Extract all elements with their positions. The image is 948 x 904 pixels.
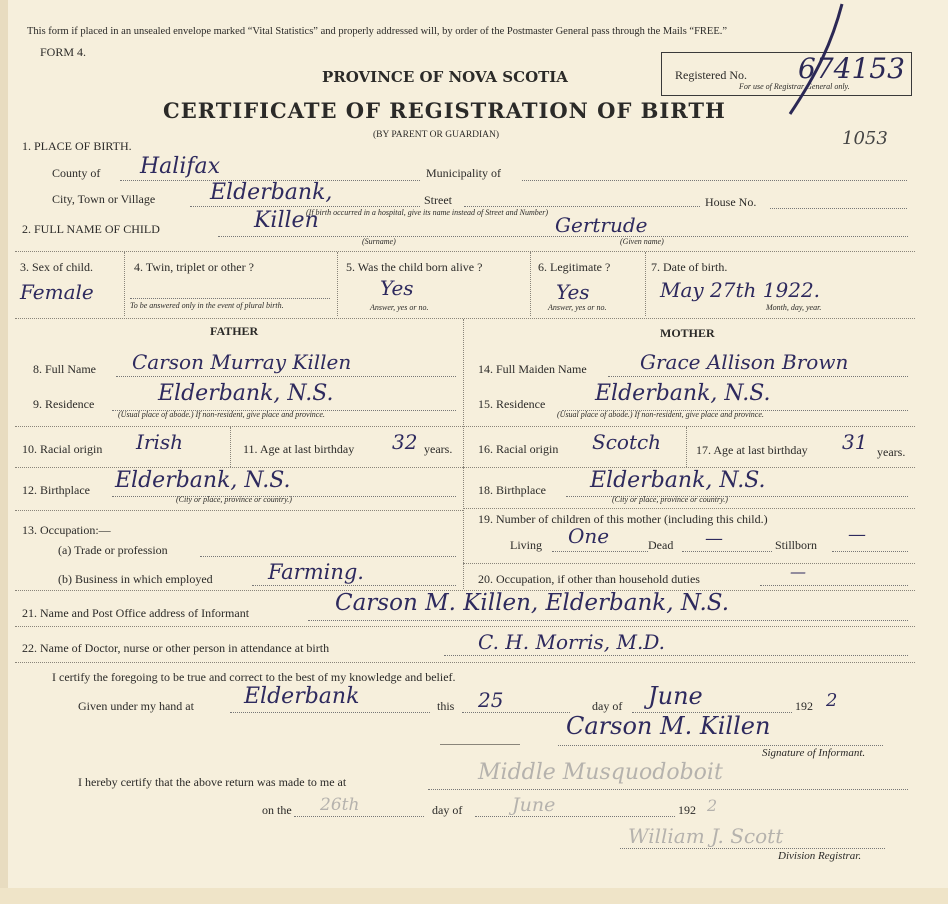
certify-year-digit: 2 — [826, 690, 838, 711]
mother-bp-label: 18. Birthplace — [478, 483, 546, 497]
registrar-month: June — [512, 794, 556, 816]
registration-number: 674153 — [798, 52, 905, 85]
line — [558, 745, 883, 746]
line — [252, 585, 456, 586]
father-bp-note: (City or place, province or country.) — [176, 495, 292, 504]
father-bp-label: 12. Birthplace — [22, 483, 90, 497]
mother-age-label: 17. Age at last birthday — [696, 443, 808, 457]
registrar-day-of: day of — [432, 803, 463, 817]
rule — [15, 318, 915, 319]
occupation-label: 13. Occupation:— — [22, 523, 111, 537]
line — [832, 551, 908, 552]
house-label: House No. — [705, 195, 757, 209]
surname-note: (Surname) — [362, 237, 396, 246]
divider — [530, 252, 531, 316]
stillborn-label: Stillborn — [775, 538, 818, 552]
father-residence: Elderbank, N.S. — [158, 381, 334, 406]
street-label: Street — [424, 193, 452, 207]
this-label: this — [437, 699, 455, 713]
registrar-signature: William J. Scott — [628, 824, 784, 848]
city-label: City, Town or Village — [52, 192, 156, 206]
line — [552, 551, 648, 552]
given-note: (Given name) — [620, 237, 664, 246]
divider — [686, 427, 687, 467]
rule — [463, 426, 915, 427]
father-name: Carson Murray Killen — [132, 350, 352, 374]
county-label: County of — [52, 166, 101, 180]
sex-value: Female — [20, 280, 94, 304]
form-number: FORM 4. — [40, 45, 87, 59]
sex-label: 3. Sex of child. — [20, 260, 93, 274]
certify-year-prefix: 192 — [795, 699, 813, 713]
informant-signature: Carson M. Killen — [566, 712, 771, 740]
child-surname: Killen — [254, 208, 319, 233]
twin-label: 4. Twin, triplet or other ? — [134, 260, 254, 274]
house-line — [770, 208, 907, 209]
children-label: 19. Number of children of this mother (including this child.) — [478, 512, 768, 526]
rule — [15, 510, 463, 511]
mother-res-note: (Usual place of abode.) If non-resident, give place and province. — [557, 410, 764, 419]
rule — [15, 626, 915, 627]
line — [308, 620, 908, 621]
alive-note: Answer, yes or no. — [370, 303, 429, 312]
registration-note: For use of Registrar General only. — [739, 82, 850, 91]
father-age-label: 11. Age at last birthday — [243, 442, 355, 456]
mother-years: years. — [877, 445, 906, 459]
father-race: Irish — [136, 430, 184, 454]
day-of-label: day of — [592, 699, 623, 713]
certify-month: June — [648, 682, 703, 710]
child-given-name: Gertrude — [555, 213, 648, 237]
doctor-value: C. H. Morris, M.D. — [478, 630, 665, 654]
municipality-label: Municipality of — [426, 166, 501, 180]
mother-race: Scotch — [592, 430, 662, 454]
living-value: One — [568, 524, 610, 548]
line — [230, 712, 430, 713]
divider — [337, 252, 338, 316]
trade-label: (a) Trade or profession — [58, 543, 168, 557]
registrar-year-prefix: 192 — [678, 803, 696, 817]
legit-label: 6. Legitimate ? — [538, 260, 611, 274]
date-label: 7. Date of birth. — [651, 260, 728, 274]
divider — [124, 252, 125, 316]
rule — [15, 662, 915, 663]
mother-occ-value: — — [790, 562, 806, 581]
page-title: CERTIFICATE OF REGISTRATION OF BIRTH — [163, 98, 726, 123]
registrar-year-digit: 2 — [707, 796, 718, 815]
mother-heading: MOTHER — [660, 326, 715, 340]
mother-race-label: 16. Racial origin — [478, 442, 559, 456]
certify-text: I certify the foregoing to be true and correct to the best of my knowledge and belief. — [52, 670, 456, 684]
place-heading: 1. PLACE OF BIRTH. — [22, 139, 132, 153]
center-divider — [463, 319, 464, 589]
street-line — [464, 206, 700, 207]
line — [294, 816, 424, 817]
doctor-label: 22. Name of Doctor, nurse or other person in attendance at birth — [22, 641, 330, 655]
rule — [463, 563, 915, 564]
province-heading: PROVINCE OF NOVA SCOTIA — [322, 68, 568, 86]
line — [444, 655, 908, 656]
business-label: (b) Business in which employed — [58, 572, 213, 586]
stillborn-value: — — [848, 524, 866, 545]
mother-res-label: 15. Residence — [478, 397, 546, 411]
city-line — [190, 206, 420, 207]
legit-note: Answer, yes or no. — [548, 303, 607, 312]
dead-label: Dead — [648, 538, 674, 552]
father-years: years. — [424, 442, 453, 456]
mother-name: Grace Allison Brown — [640, 350, 849, 374]
dead-value: — — [705, 528, 723, 549]
rule — [15, 251, 915, 252]
rule — [463, 508, 915, 509]
line — [428, 789, 908, 790]
mother-bp-note: (City or place, province or country.) — [612, 495, 728, 504]
side-number: 1053 — [842, 128, 888, 149]
father-res-label: 9. Residence — [33, 397, 95, 411]
paper-bottom — [0, 888, 948, 904]
mother-birthplace: Elderbank, N.S. — [590, 468, 766, 493]
registrar-day: 26th — [320, 795, 360, 815]
postal-notice: This form if placed in an unsealed envelope marked “Vital Statistics” and properly addressed will, by order of the Postmaster General pass through the Mails “FREE.” — [27, 26, 728, 37]
child-name-label: 2. FULL NAME OF CHILD — [22, 222, 160, 236]
father-birthplace: Elderbank, N.S. — [115, 468, 291, 493]
given-place: Elderbank — [244, 684, 360, 709]
page-subtitle: (BY PARENT OR GUARDIAN) — [373, 130, 500, 140]
living-label: Living — [510, 538, 542, 552]
registration-label: Registered No. — [675, 68, 747, 82]
alive-label: 5. Was the child born alive ? — [346, 260, 483, 274]
legit-value: Yes — [556, 280, 590, 304]
registrar-label: Division Registrar. — [778, 850, 862, 862]
father-race-label: 10. Racial origin — [22, 442, 103, 456]
line — [475, 816, 675, 817]
city-value: Elderbank, — [210, 180, 333, 205]
registrar-text: I hereby certify that the above return was made to me at — [78, 775, 347, 789]
business-value: Farming. — [268, 560, 364, 584]
pen-stroke — [780, 2, 850, 120]
line — [116, 376, 456, 377]
certify-day: 25 — [478, 688, 504, 712]
informant-label: 21. Name and Post Office address of Informant — [22, 606, 250, 620]
signature-label: Signature of Informant. — [762, 747, 866, 759]
twin-line — [130, 298, 330, 299]
short-rule — [440, 744, 520, 745]
line — [462, 712, 570, 713]
mother-age: 31 — [842, 430, 868, 454]
father-res-note: (Usual place of abode.) If non-resident, give place and province. — [118, 410, 325, 419]
line — [682, 551, 772, 552]
line — [608, 376, 908, 377]
alive-value: Yes — [380, 276, 414, 300]
informant-value: Carson M. Killen, Elderbank, N.S. — [335, 590, 730, 616]
on-the-label: on the — [262, 803, 292, 817]
divider — [645, 252, 646, 316]
mother-occ-label: 20. Occupation, if other than household duties — [478, 572, 700, 586]
rule — [15, 426, 463, 427]
county-value: Halifax — [140, 154, 221, 179]
line — [620, 848, 885, 849]
line — [200, 556, 456, 557]
paper-edge — [0, 0, 8, 904]
mother-name-label: 14. Full Maiden Name — [478, 362, 587, 376]
municipality-line — [522, 180, 907, 181]
mother-residence: Elderbank, N.S. — [595, 381, 771, 406]
father-age: 32 — [392, 430, 418, 454]
date-value: May 27th 1922. — [660, 278, 821, 302]
hospital-note: (If birth occurred in a hospital, give its name instead of Street and Number) — [306, 208, 549, 217]
line — [760, 585, 908, 586]
father-name-label: 8. Full Name — [33, 362, 96, 376]
given-label: Given under my hand at — [78, 699, 194, 713]
twin-note: To be answered only in the event of plural birth. — [130, 301, 284, 310]
father-heading: FATHER — [210, 324, 259, 338]
registrar-place: Middle Musquodoboit — [478, 760, 723, 785]
divider — [230, 427, 231, 467]
date-note: Month, day, year. — [766, 303, 822, 312]
